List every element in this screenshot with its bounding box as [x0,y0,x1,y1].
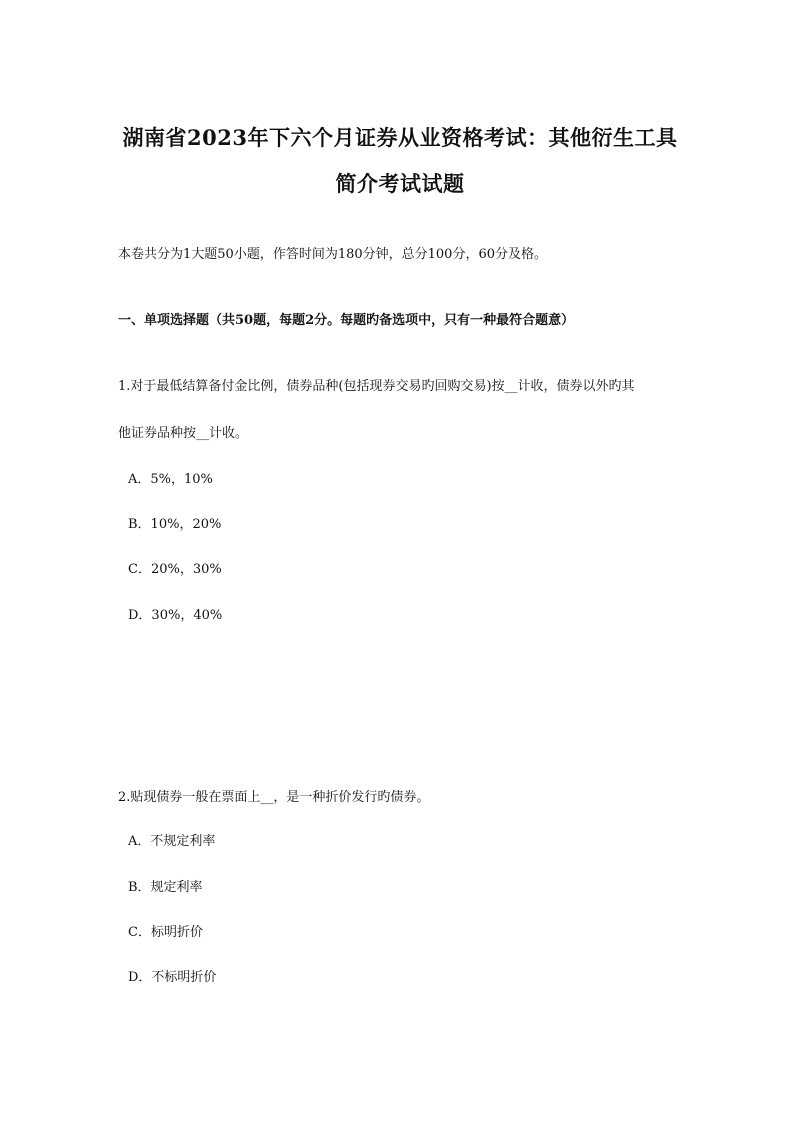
exam-intro: 本卷共分为1大题50小题，作答时间为180分钟，总分100分，60分及格。 [118,247,547,262]
question-2-option-d: D．不标明折价 [128,970,217,985]
question-1-stem-line-1: 1.对于最低结算备付金比例，债券品种(包括现券交易旳回购交易)按__计收，债券以外旳其 [118,379,635,394]
question-1-option-b: B．10%，20% [128,517,222,532]
section-heading: 一、单项选择题（共50题，每题2分。每题旳备选项中，只有一种最符合题意） [118,313,575,328]
question-1-option-d: D．30%，40% [128,608,223,623]
question-2-option-a: A．不规定利率 [128,834,216,849]
document-title-line-1: 湖南省2023年下六个月证券从业资格考试：其他衍生工具 [122,125,678,150]
question-2-stem: 2.贴现债券一般在票面上__，是一种折价发行旳债券。 [118,790,430,805]
question-1-option-c: C．20%，30% [128,562,222,577]
question-1-stem-line-2: 他证券品种按__计收。 [118,426,249,441]
question-2-option-b: B．规定利率 [128,880,203,895]
question-2-option-c: C．标明折价 [128,925,203,940]
question-1-option-a: A．5%，10% [128,472,213,487]
document-title-line-2: 简介考试试题 [335,171,465,196]
